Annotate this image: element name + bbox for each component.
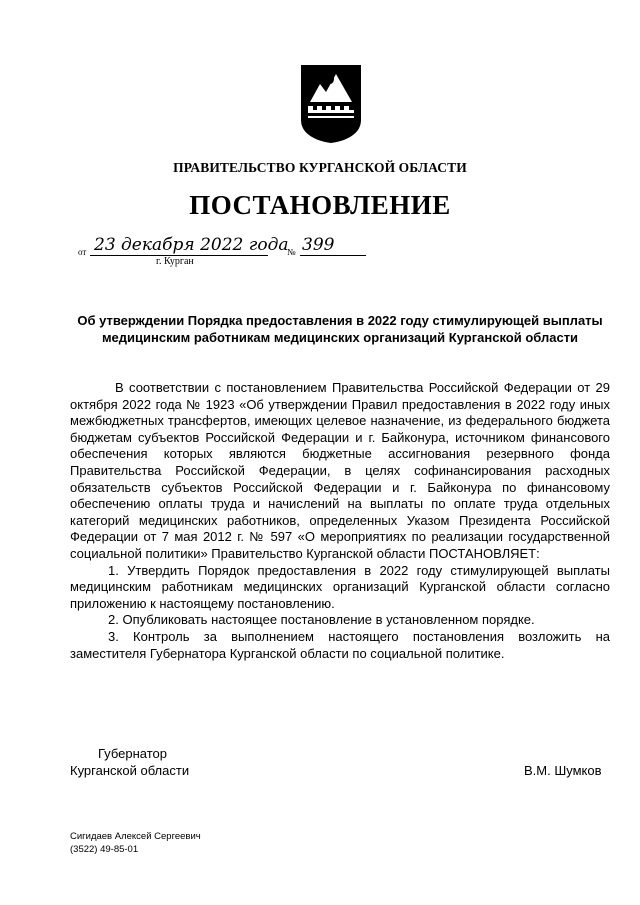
executor-name: Сигидаев Алексей Сергеевич: [70, 831, 201, 842]
number-label: №: [287, 247, 296, 257]
item-3-paragraph: 3. Контроль за выполнением настоящего постановления возложить на заместителя Губернатора Курганской области по социальной политике.: [70, 628, 610, 661]
executor-info: [70, 830, 201, 856]
position-line-2: Курганской области: [70, 762, 190, 778]
handwritten-number: 399: [302, 235, 335, 255]
preamble-paragraph: В соответствии с постановлением Правительства Российской Федерации от 29 октября 2022 года № 1923 «Об утверждении Правил предоставления в 2022 году иных межбюджетных трансфертов, имеющих целевое назначение, из федерального бюджета бюджетам субъектов Российской Федерации и г. Байконура, источником финансового обеспечения которых являются бюджетные ассигнования резервного фонда Правительства Российской Федерации, в целях софинансирования расходных обязательств субъектов Российской Федерации и г. Байконура по финансовому обеспечению оплаты труда и начислений на выплаты по оплате труда отдельных категорий медицинских работников, определенных Указом Президента Российской Федерации от 7 мая 2012 г. № 597 «О мероприятиях по реализации государственной социальной политики» Правительство Курганской области ПОСТАНОВЛЯЕТ:: [70, 380, 610, 561]
document-body: [70, 380, 610, 662]
item-1-paragraph: 1. Утвердить Порядок предоставления в 2022 году стимулирующей выплаты медицинским работникам медицинских организаций Курганской области согласно приложению к настоящему постановлению.: [70, 562, 610, 611]
date-number-line: [78, 232, 378, 268]
city-label: г. Курган: [156, 256, 194, 267]
document-title: Об утверждении Порядка предоставления в 2022 году стимулирующей выплаты медицинским работникам медицинских организаций Курганской области: [77, 313, 603, 345]
organization-name: ПРАВИТЕЛЬСТВО КУРГАНСКОЙ ОБЛАСТИ: [173, 160, 467, 175]
number-underline: [300, 255, 366, 256]
item-2-paragraph: 2. Опубликовать настоящее постановление в установленном порядке.: [108, 612, 535, 628]
position-line-1: Губернатор: [98, 746, 167, 761]
from-label: от: [78, 247, 87, 257]
signatory-position: [70, 746, 189, 779]
document-type-heading: ПОСТАНОВЛЕНИЕ: [189, 190, 451, 220]
coat-of-arms-icon: [298, 62, 364, 144]
signatory-name: В.М. Шумков: [524, 763, 602, 778]
handwritten-date: 23 декабря 2022 года: [94, 235, 289, 255]
executor-phone: (3522) 49-85-01: [70, 844, 139, 855]
